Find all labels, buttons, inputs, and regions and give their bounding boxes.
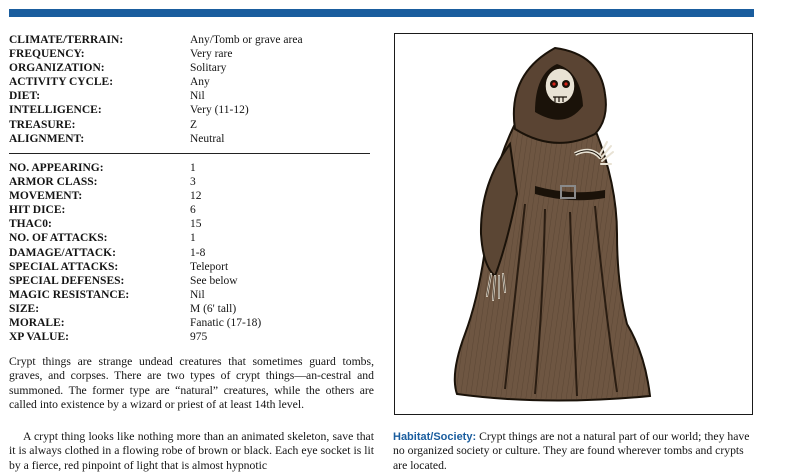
stat-label: SIZE: xyxy=(9,302,40,315)
stat-divider xyxy=(9,153,370,154)
stat-block-ecology xyxy=(9,33,303,146)
stat-row xyxy=(9,103,303,117)
stat-row xyxy=(9,75,303,89)
stat-value: Z xyxy=(190,118,198,131)
stat-label: CLIMATE/TERRAIN: xyxy=(9,34,124,46)
stat-value: 975 xyxy=(190,331,208,344)
stat-value: 15 xyxy=(190,218,202,231)
stat-value: 1 xyxy=(190,162,196,174)
stat-value: Any/Tomb or grave area xyxy=(190,34,303,46)
stat-row xyxy=(9,33,303,47)
stat-label: THAC0: xyxy=(9,218,52,231)
stat-value: Very rare xyxy=(190,48,233,61)
stat-row xyxy=(9,161,261,175)
stat-row xyxy=(9,288,261,302)
stat-row xyxy=(9,61,303,75)
header-bar xyxy=(9,9,754,17)
stat-row xyxy=(9,217,261,231)
stat-value: Neutral xyxy=(190,132,225,145)
stat-label: TREASURE: xyxy=(9,118,76,131)
stat-value: 1 xyxy=(190,232,196,245)
stat-label: MORALE: xyxy=(9,317,65,330)
stat-value: Very (11-12) xyxy=(190,104,249,117)
stat-row xyxy=(9,132,303,146)
stat-row xyxy=(9,47,303,61)
stat-label: ACTIVITY CYCLE: xyxy=(9,76,114,89)
description-paragraph-1 xyxy=(9,355,374,412)
stat-row xyxy=(9,302,261,316)
crypt-thing-illustration xyxy=(394,33,753,415)
stat-label: FREQUENCY: xyxy=(9,48,85,61)
stat-label: SPECIAL ATTACKS: xyxy=(9,260,119,273)
stat-block-combat xyxy=(9,161,261,344)
stat-value: M (6' tall) xyxy=(190,302,237,315)
stat-label: DIET: xyxy=(9,90,41,103)
stat-value: Nil xyxy=(190,288,205,301)
stat-value: See below xyxy=(190,274,238,287)
stat-row xyxy=(9,175,261,189)
stat-value: Solitary xyxy=(190,62,227,75)
stat-label: NO. OF ATTACKS: xyxy=(9,232,108,245)
habitat-heading: Habitat/Society: xyxy=(393,431,477,443)
stat-row xyxy=(9,231,261,245)
stat-label: DAMAGE/ATTACK: xyxy=(9,246,116,259)
habitat-society-section xyxy=(393,430,758,473)
stat-label: INTELLIGENCE: xyxy=(9,104,102,117)
stat-label: NO. APPEARING: xyxy=(9,162,104,174)
habitat-text: Crypt things are not a natural part of our world; they have no organized society or culture. They are found wherever tombs and crypts are located. xyxy=(393,430,750,472)
stat-value: Nil xyxy=(190,90,205,103)
stat-label: ARMOR CLASS: xyxy=(9,176,98,189)
stat-value: 6 xyxy=(190,204,196,217)
stat-label: SPECIAL DEFENSES: xyxy=(9,274,125,287)
stat-value: 3 xyxy=(190,176,196,189)
stat-label: ORGANIZATION: xyxy=(9,62,105,75)
stat-value: Fanatic (17-18) xyxy=(190,317,262,330)
stat-row xyxy=(9,89,303,103)
robed-skeleton-image xyxy=(395,34,752,414)
stat-row xyxy=(9,316,261,330)
stat-row xyxy=(9,274,261,288)
stat-label: HIT DICE: xyxy=(9,204,66,217)
stat-value: Any xyxy=(190,76,210,89)
description-text-2: A crypt thing looks like nothing more than an animated skeleton, save that it is always clothed in a flowing robe of brown or black. Each eye socket is lit by a fierce, red pinpoint of light that is almost hypnotic xyxy=(9,430,374,472)
stat-row xyxy=(9,189,261,203)
stat-value: 12 xyxy=(190,190,202,203)
stat-label: MOVEMENT: xyxy=(9,190,83,203)
stat-row xyxy=(9,260,261,274)
stat-value: Teleport xyxy=(190,260,229,273)
description-paragraph-2 xyxy=(9,430,374,473)
description-text-1: Crypt things are strange undead creatures that sometimes guard tombs, graves, and corpses. There are two types of crypt things—an-cestral and summoned. The former type are “natural” creatures, while the others are called into existence by a wizard or priest of at least 14th level. xyxy=(9,355,374,411)
stat-row xyxy=(9,246,261,260)
stat-row xyxy=(9,118,303,132)
stat-value: 1-8 xyxy=(190,246,206,259)
stat-label: MAGIC RESISTANCE: xyxy=(9,288,130,301)
stat-label: XP VALUE: xyxy=(9,331,69,344)
stat-row xyxy=(9,330,261,344)
stat-row xyxy=(9,203,261,217)
stat-label: ALIGNMENT: xyxy=(9,132,85,145)
